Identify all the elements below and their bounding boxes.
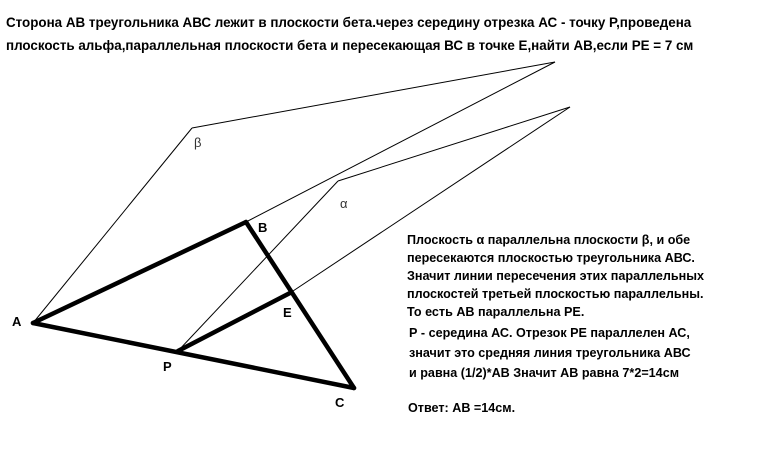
point-label-p: P [163,359,172,374]
plane-alpha-edge-top [338,107,570,181]
solution-line-2: пересекаются плоскостью треугольника АВС. [407,251,695,265]
solution-line-8: и равна (1/2)*АВ Значит АВ равна 7*2=14см [409,366,680,380]
solution-line-3: Значит линии пересечения этих параллельных [407,269,705,283]
problem-text-line-1: Сторона АВ треугольника АВС лежит в плоскости бета.через середину отрезка АС - точку Р,проведена [6,15,692,30]
segment-pe [178,293,290,351]
point-label-b: B [258,220,268,235]
plane-alpha-edge-right [290,107,570,293]
solution-line-4: плоскостей третьей плоскостью параллельны. [407,287,704,301]
solution-line-5: То есть АВ параллельна РЕ. [407,305,585,319]
plane-alpha-label: α [340,196,348,211]
segment-ab [33,222,246,323]
answer-line: Ответ: АВ =14см. [408,401,516,415]
plane-beta-edge-top [192,62,555,128]
solution-line-7: значит это средняя линия треугольника АВС [409,346,691,360]
solution-line-6: Р - середина АС. Отрезок РЕ параллелен АС, [409,326,690,340]
segment-ca [33,323,354,388]
solution-line-1: Плоскость α параллельна плоскости β, и обе [407,233,691,247]
point-label-e: E [283,305,292,320]
plane-beta-edge-right [246,62,555,222]
triangle-abc [33,222,354,388]
point-label-a: A [12,314,22,329]
point-label-c: C [335,395,345,410]
problem-text-line-2: плоскость альфа,параллельная плоскости бета и пересекающая ВС в точке Е,найти АВ,если РЕ = 7 см [6,38,694,53]
plane-beta-edge-left [33,128,192,323]
plane-beta-label: β [194,135,202,150]
